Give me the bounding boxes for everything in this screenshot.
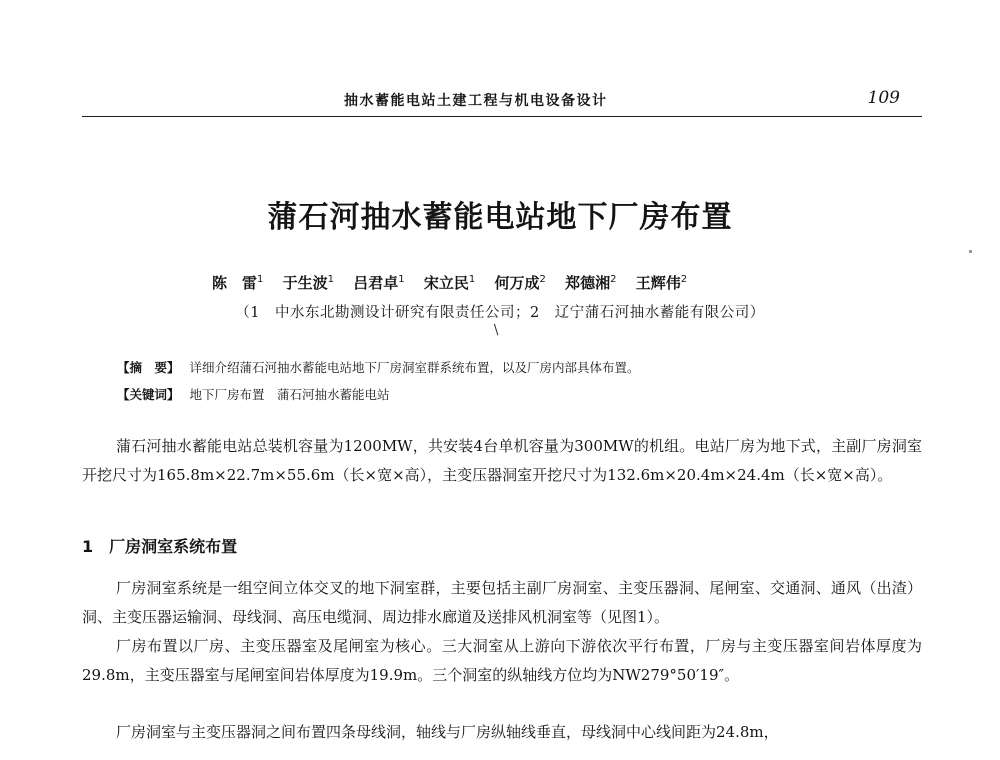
author: 宋立民$^1$ [423, 274, 476, 292]
author: 郑德湘$^2$ [565, 274, 617, 292]
keywords [117, 385, 390, 403]
running-head [82, 88, 922, 112]
section-heading: 1 厂房洞室系统布置 [82, 537, 238, 556]
page-number: 109 [867, 88, 900, 108]
intro-paragraph: 蒲石河抽水蓄能电站总装机容量为1200MW，共安装4台单机容量为300MW的机组。电站厂房为地下式，主副厂房洞室开挖尺寸为165.8m×22.7m×55.6m（长×宽×高），主变压器洞室开挖尺寸为132.6m×20.4m×24.4m（长×宽×高）。 [82, 437, 922, 484]
running-title: 抽水蓄能电站土建工程与机电设备设计 [344, 93, 608, 109]
keywords-label: 【关键词】 [117, 387, 180, 402]
abstract [117, 358, 640, 376]
header-rule [82, 116, 922, 117]
body-paragraph: 厂房布置以厂房、主变压器室及尾闸室为核心。三大洞室从上游向下游依次平行布置，厂房与主变压器室间岩体厚度为29.8m，主变压器室与尾闸室间岩体厚度为19.9m。三个洞室的纵轴线方位均为NW279°50′19″。 [82, 637, 922, 684]
author: 于生波$^1$ [282, 274, 335, 292]
author: 陈 雷$^1$ [212, 274, 264, 292]
abstract-text: 详细介绍蒲石河抽水蓄能电站地下厂房洞室群系统布置，以及厂房内部具体布置。 [189, 360, 640, 375]
author: 王辉伟$^2$ [635, 274, 688, 292]
body-paragraph: 厂房洞室与主变压器洞之间布置四条母线洞，轴线与厂房纵轴线垂直，母线洞中心线间距为24.8m， [116, 723, 779, 741]
abstract-label: 【摘 要】 [117, 360, 180, 375]
author: 何万成$^2$ [494, 274, 546, 292]
scan-speck [969, 250, 972, 253]
affiliations: （1 中水东北勘测设计研究有限责任公司；2 辽宁蒲石河抽水蓄能有限公司） [235, 305, 765, 321]
paper-title: 蒲石河抽水蓄能电站地下厂房布置 [267, 200, 733, 235]
author: 吕君卓$^1$ [353, 274, 405, 292]
pen-mark: / [489, 322, 503, 338]
keywords-text: 地下厂房布置 蒲石河抽水蓄能电站 [189, 387, 390, 402]
author-list [212, 272, 701, 293]
body-paragraph: 厂房洞室系统是一组空间立体交叉的地下洞室群，主要包括主副厂房洞室、主变压器洞、尾闸室、交通洞、通风（出渣）洞、主变压器运输洞、母线洞、高压电缆洞、周边排水廊道及送排风机洞室等（见图1）。 [82, 579, 922, 626]
